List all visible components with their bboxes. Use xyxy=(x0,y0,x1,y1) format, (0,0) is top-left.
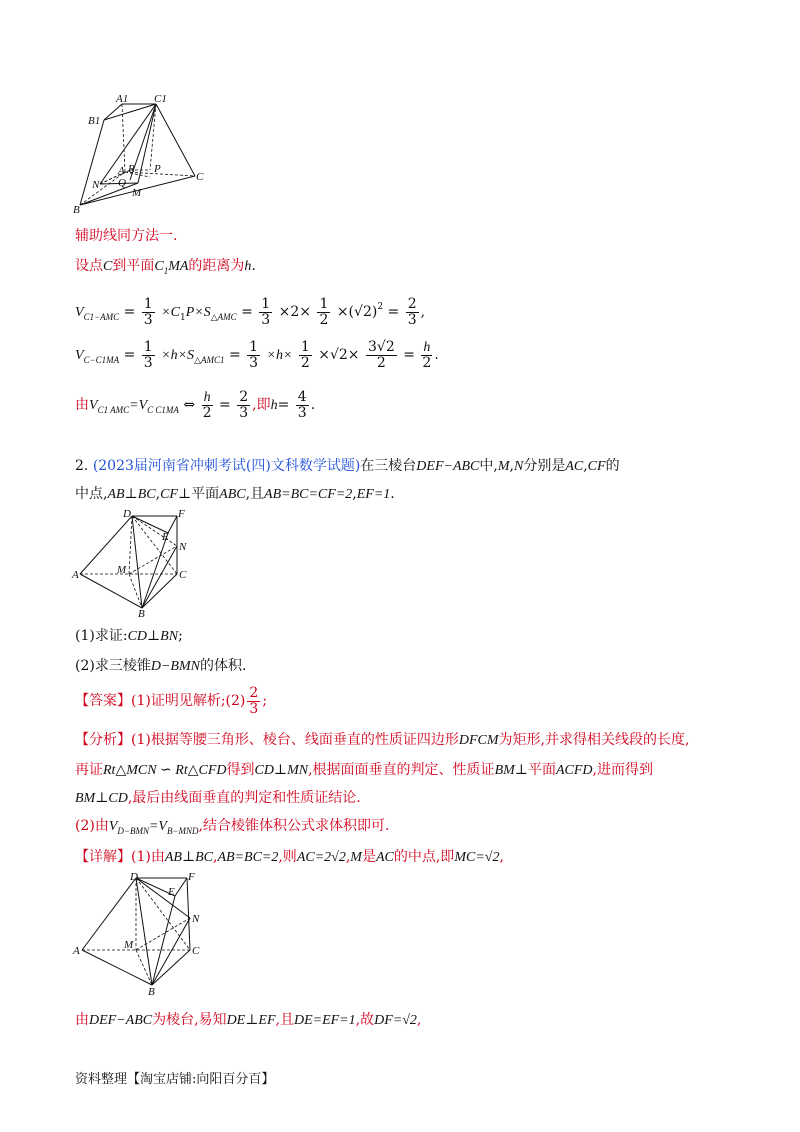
fig2-label-n: N xyxy=(179,541,187,553)
volume-formula-2: $V_{C-C1MA}$ = $\frac{1}{3}$ $\times h\times S_{\triangle AMC1}$ = $\frac{1}{3}$ ×h× $\frac{1}{2}$ ×√2× $\frac{3√2}{2}$ = $\frac{h}{2}$ . xyxy=(75,338,439,371)
page-footer: 资料整理【淘宝店铺:向阳百分百】 xyxy=(75,1072,275,1087)
method-note: 辅助线同方法一. xyxy=(75,228,178,244)
fig1-label-c1: C1 xyxy=(154,93,167,105)
fig2-label-a: A xyxy=(72,569,79,581)
fig1-label-q: Q xyxy=(118,177,126,189)
detail-line-1: 【详解】(1)由AB⊥BC,AB=BC=2,则AC=2√2,M是AC的中点,即MC=√2, xyxy=(75,849,504,865)
fig1-label-p: P xyxy=(154,163,161,175)
fig1-label-b: B xyxy=(73,204,80,216)
fig1-label-r: R xyxy=(128,163,135,175)
fig2-label-e: E xyxy=(162,531,169,543)
problem-2-line-1: 2. (2023届河南省冲刺考试(四)文科数学试题)在三棱台DEF−ABC中,M,N分别是AC,CF的 xyxy=(75,458,620,474)
frustum-figure-3 xyxy=(70,868,210,998)
problem-2-line-2: 中点,AB⊥BC,CF⊥平面ABC,且AB=BC=CF=2,EF=1. xyxy=(75,486,395,502)
fig1-label-a: A xyxy=(118,165,125,177)
analysis-line-3: BM⊥CD,最后由线面垂直的判定和性质证结论. xyxy=(75,790,361,806)
frustum-figure-2 xyxy=(70,506,200,618)
fig2-label-c: C xyxy=(179,569,187,581)
fig2-label-b: B xyxy=(138,608,145,618)
detail-tag: 【详解】 xyxy=(75,849,131,865)
fig2-label-d: D xyxy=(123,508,131,520)
detail-line-2: 由DEF−ABC为棱台,易知DE⊥EF,且DE=EF=1,故DF=√2, xyxy=(75,1012,422,1028)
fig3-label-m: M xyxy=(124,939,134,951)
fig1-label-n: N xyxy=(92,179,100,191)
question-2: (2)求三棱锥D−BMN的体积. xyxy=(75,658,247,674)
analysis-line-4: (2)由$V_{D-BMN}=V_{B-MND}$,结合棱锥体积公式求体积即可. xyxy=(75,818,390,836)
analysis-line-2: 再证Rt△MCN ∽ Rt△CFD得到CD⊥MN,根据面面垂直的判定、性质证BM⊥平面ACFD,进而得到 xyxy=(75,762,653,778)
setup-line: 设点C到平面$C_1MA$的距离为h. xyxy=(75,258,256,276)
fig3-label-d: D xyxy=(130,871,138,883)
fig3-label-a: A xyxy=(73,945,80,957)
fig3-label-b: B xyxy=(148,986,155,998)
fig1-label-a1: A1 xyxy=(116,93,129,105)
volume-formula-1: $V_{C1-AMC}$ = $\frac{1}{3}$ $\times C_1P\times S_{\triangle AMC}$ = $\frac{1}{3}$ ×2× $\frac{1}{2}$ $\times(√2)^2$ = $\frac{2}{3}$ , xyxy=(75,295,426,328)
fig3-label-e: E xyxy=(168,886,175,898)
analysis-line-1: 【分析】(1)根据等腰三角形、棱台、线面垂直的性质证四边形DFCM为矩形,并求得相关线段的长度, xyxy=(75,732,690,748)
conclusion-line: 由$V_{C1 AMC}=V_{C C1MA}$ ⇔ $\frac{h}{2}$ = $\frac{2}{3}$ ,即h= $\frac{4}{3}$ . xyxy=(75,388,316,421)
problem-2-source: (2023届河南省冲刺考试(四)文科数学试题) xyxy=(92,458,361,474)
answer-tag: 【答案】 xyxy=(75,693,131,709)
fig1-label-c: C xyxy=(196,171,204,183)
analysis-tag: 【分析】 xyxy=(75,732,131,748)
answer-line: 【答案】(1)证明见解析;(2) $\frac{2}{3}$ ; xyxy=(75,684,268,717)
frustum-figure-1 xyxy=(70,92,210,217)
fig2-label-f: F xyxy=(178,508,185,520)
fig1-label-b1: B1 xyxy=(88,115,101,127)
fig3-label-n: N xyxy=(192,913,200,925)
fig2-label-m: M xyxy=(117,564,127,576)
fig1-label-m: M xyxy=(132,187,142,199)
fig3-label-c: C xyxy=(192,945,200,957)
question-1: (1)求证:CD⊥BN; xyxy=(75,628,183,644)
fig3-label-f: F xyxy=(188,871,195,883)
